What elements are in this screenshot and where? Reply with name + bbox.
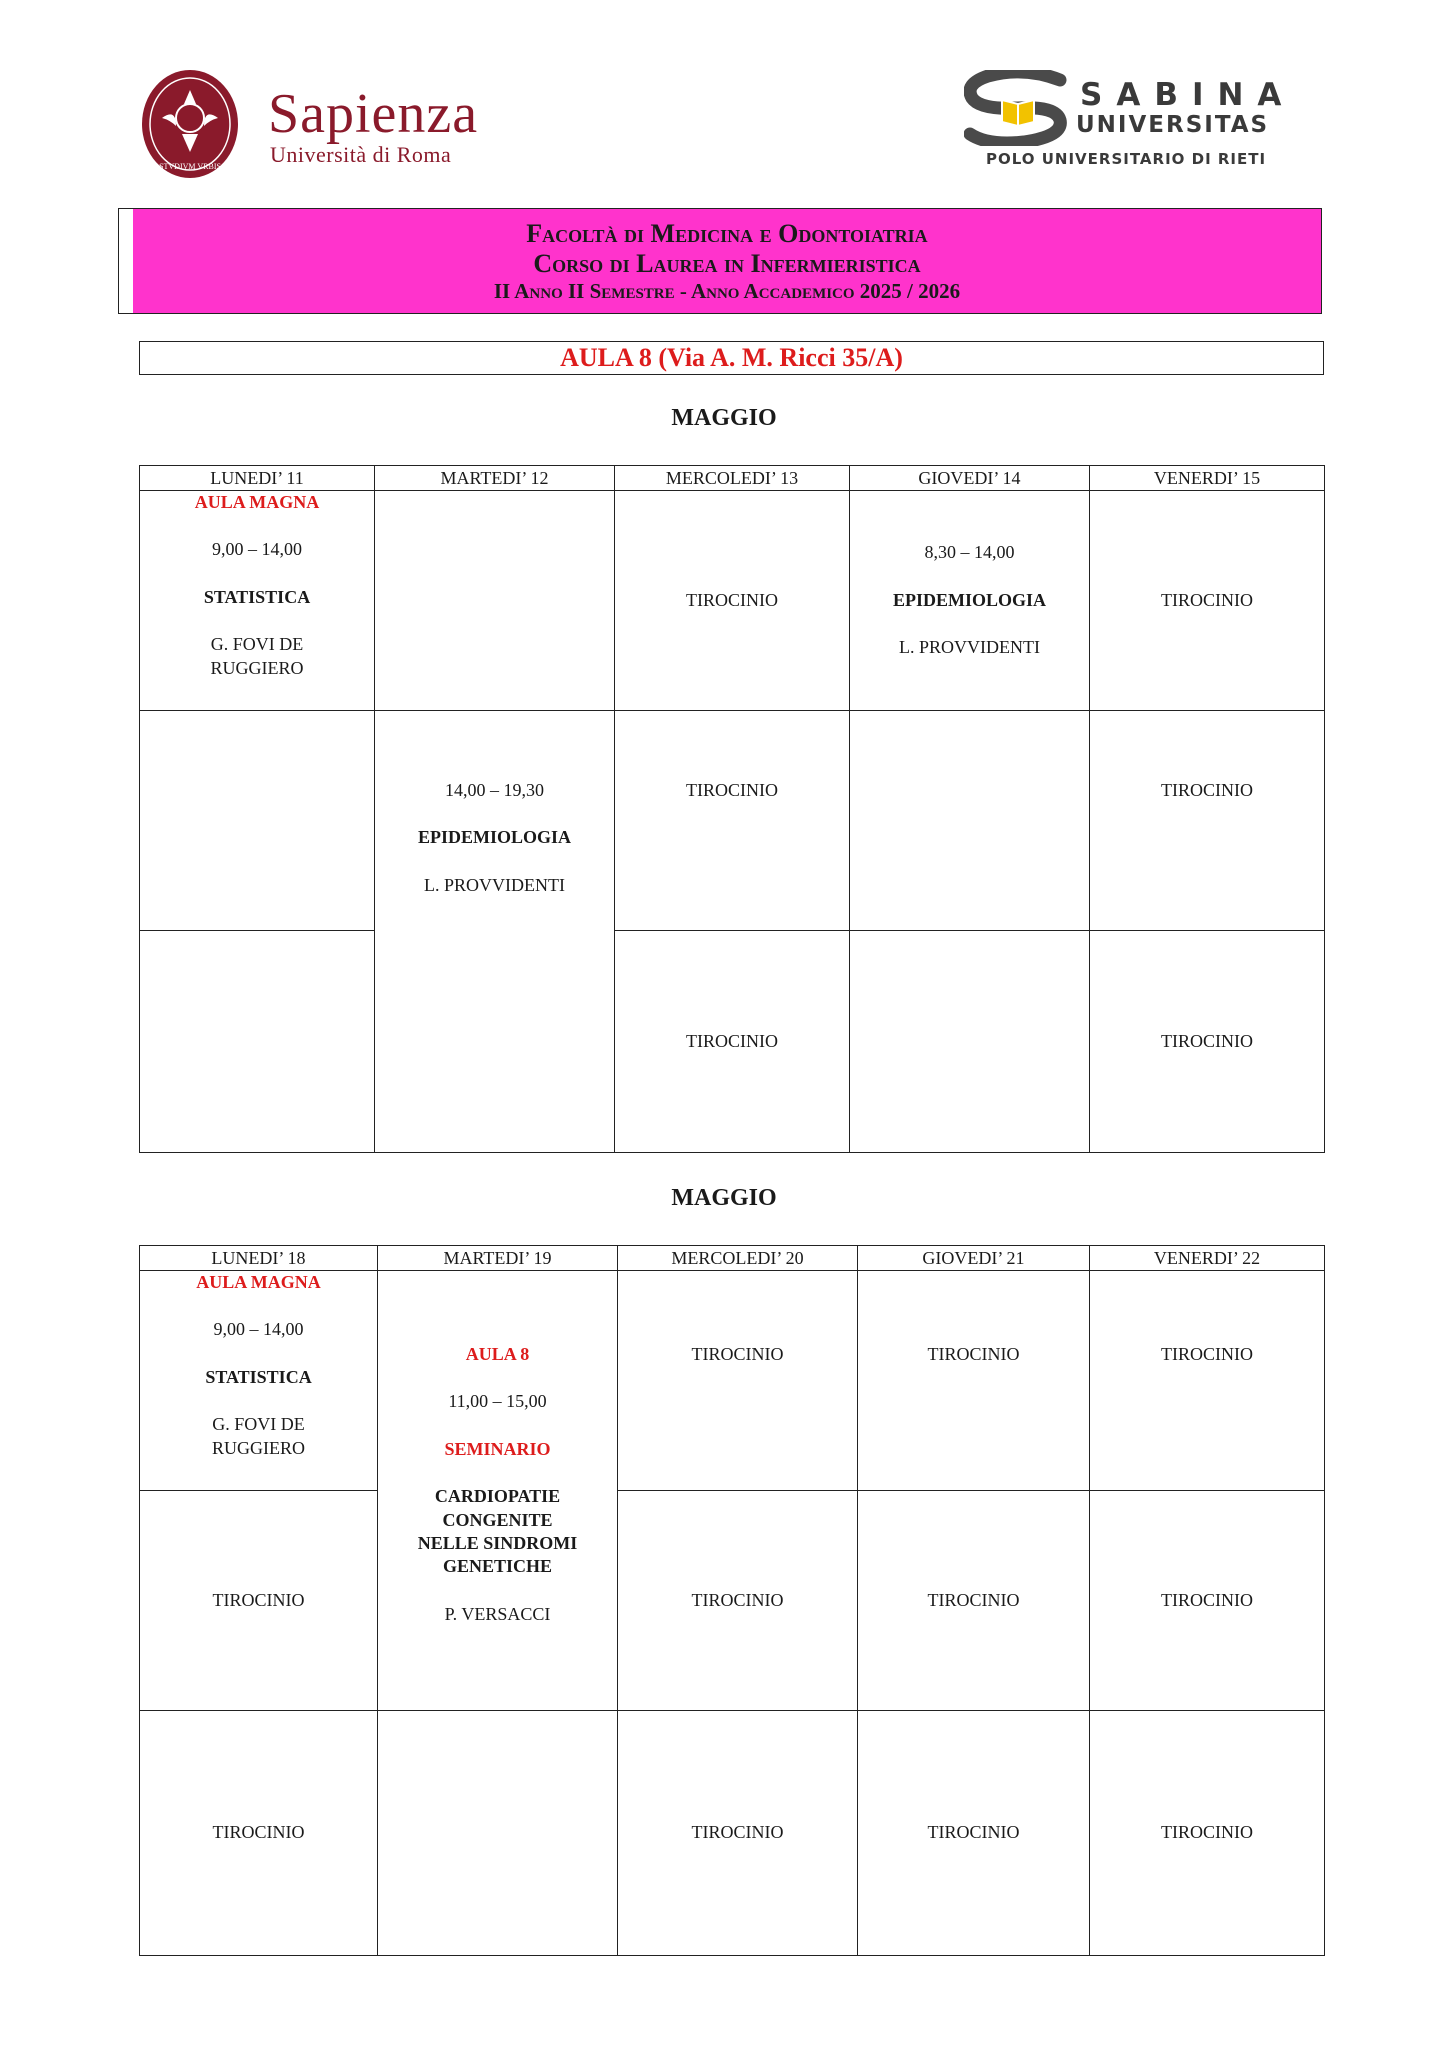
- day-header: MARTEDI’ 19: [378, 1246, 618, 1271]
- schedule-cell: [615, 491, 850, 711]
- sabina-logo: [964, 70, 1324, 180]
- teacher-name: RUGGIERO: [210, 657, 304, 678]
- teacher-name: G. FOVI DE: [212, 1414, 305, 1435]
- teacher-name: G. FOVI DE: [210, 634, 304, 655]
- activity-label: TIROCINIO: [927, 1822, 1020, 1843]
- activity-label: TIROCINIO: [212, 1589, 305, 1610]
- schedule-cell: [615, 711, 850, 931]
- sapienza-logo: [140, 68, 540, 186]
- schedule-cell: [850, 931, 1090, 1153]
- schedule-table-week2: [139, 1245, 1325, 1956]
- sabina-name: SABINA: [1080, 77, 1296, 113]
- month-heading-1: MAGGIO: [671, 405, 777, 431]
- table-row: [140, 491, 1325, 711]
- activity-label: TIROCINIO: [691, 1344, 784, 1364]
- course-name: STATISTICA: [203, 586, 311, 607]
- room-label: AULA MAGNA: [194, 492, 320, 512]
- teacher-name: P. VERSACCI: [444, 1603, 551, 1624]
- day-header: LUNEDI’ 11: [140, 466, 375, 491]
- schedule-cell: [1090, 1271, 1325, 1491]
- schedule-cell: [858, 1711, 1090, 1956]
- schedule-cell: [140, 931, 375, 1153]
- seminar-title: CARDIOPATIE: [434, 1486, 561, 1507]
- day-header: GIOVEDI’ 21: [858, 1246, 1090, 1271]
- activity-label: TIROCINIO: [691, 1822, 784, 1843]
- table-row: [140, 931, 1325, 1153]
- seminar-title: CONGENITE: [442, 1509, 553, 1530]
- activity-label: TIROCINIO: [1161, 1030, 1253, 1051]
- time-range: 9,00 – 14,00: [212, 539, 302, 560]
- schedule-cell: [618, 1271, 858, 1491]
- course-name: EPIDEMIOLOGIA: [892, 589, 1047, 610]
- schedule-cell: [850, 711, 1090, 931]
- schedule-cell: [858, 1271, 1090, 1491]
- schedule-cell: [858, 1491, 1090, 1711]
- room-label: AULA MAGNA: [196, 1272, 321, 1292]
- schedule-cell: [1090, 931, 1325, 1153]
- course-name: EPIDEMIOLOGIA: [417, 827, 572, 848]
- activity-label: TIROCINIO: [1161, 589, 1253, 610]
- schedule-cell: [618, 1491, 858, 1711]
- schedule-table-week1: [139, 465, 1325, 1153]
- day-header: VENERDI’ 15: [1090, 466, 1325, 491]
- classroom-box: [139, 341, 1324, 375]
- seminar-title: NELLE SINDROMI: [417, 1532, 578, 1553]
- year-semester: II Anno II Semestre - Anno Accademico 2025 / 2026: [493, 278, 961, 303]
- schedule-cell: [375, 711, 615, 1153]
- time-range: 14,00 – 19,30: [445, 780, 544, 800]
- schedule-cell: [615, 931, 850, 1153]
- teacher-name: L. PROVVIDENTI: [899, 637, 1040, 658]
- month-heading-2: MAGGIO: [671, 1185, 777, 1211]
- activity-label: TIROCINIO: [1161, 780, 1253, 800]
- activity-label: TIROCINIO: [1161, 1344, 1253, 1364]
- schedule-cell: [1090, 711, 1325, 931]
- faculty-title: Facoltà di Medicina e Odontoiatria: [526, 219, 928, 249]
- day-header: MERCOLEDI’ 20: [618, 1246, 858, 1271]
- schedule-cell: [618, 1711, 858, 1956]
- teacher-name: RUGGIERO: [212, 1437, 305, 1458]
- teacher-name: L. PROVVIDENTI: [424, 874, 565, 895]
- activity-label: TIROCINIO: [212, 1822, 305, 1843]
- sapienza-name: Sapienza: [268, 83, 479, 145]
- event-type: SEMINARIO: [444, 1438, 551, 1459]
- day-header: MARTEDI’ 12: [375, 466, 615, 491]
- activity-label: TIROCINIO: [686, 589, 778, 610]
- activity-label: TIROCINIO: [691, 1589, 784, 1610]
- schedule-cell: [1090, 491, 1325, 711]
- sapienza-subtitle: Università di Roma: [270, 142, 452, 167]
- day-header: LUNEDI’ 18: [140, 1246, 378, 1271]
- classroom-title: AULA 8 (Via A. M. Ricci 35/A): [560, 343, 903, 372]
- table-row: [140, 1491, 1325, 1711]
- header-row: [140, 466, 1325, 491]
- activity-label: TIROCINIO: [686, 780, 778, 800]
- sabina-universitas: UNIVERSITAS: [1076, 112, 1270, 138]
- schedule-cell: [850, 491, 1090, 711]
- schedule-cell: [1090, 1711, 1325, 1956]
- activity-label: TIROCINIO: [1161, 1822, 1253, 1843]
- seminar-title: GENETICHE: [442, 1556, 553, 1577]
- seal-text: STVDIVM VRBIS: [159, 162, 221, 171]
- room-label: AULA 8: [465, 1344, 530, 1364]
- activity-label: TIROCINIO: [927, 1344, 1020, 1364]
- activity-label: TIROCINIO: [686, 1030, 778, 1051]
- schedule-cell: [375, 491, 615, 711]
- schedule-cell: [140, 1271, 378, 1491]
- schedule-cell: [140, 1491, 378, 1711]
- schedule-cell: [140, 711, 375, 931]
- sabina-polo: POLO UNIVERSITARIO DI RIETI: [986, 150, 1267, 168]
- faculty-header: [118, 208, 1322, 314]
- schedule-cell: [140, 491, 375, 711]
- schedule-cell: [378, 1271, 618, 1711]
- schedule-cell: [1090, 1491, 1325, 1711]
- day-header: MERCOLEDI’ 13: [615, 466, 850, 491]
- day-header: GIOVEDI’ 14: [850, 466, 1090, 491]
- table-row: [140, 1271, 1325, 1491]
- table-row: [140, 711, 1325, 931]
- time-range: 11,00 – 15,00: [448, 1391, 547, 1412]
- table-row: [140, 1711, 1325, 1956]
- activity-label: TIROCINIO: [1161, 1589, 1253, 1610]
- schedule-cell: [378, 1711, 618, 1956]
- time-range: 9,00 – 14,00: [213, 1319, 304, 1340]
- course-name: STATISTICA: [205, 1366, 312, 1387]
- day-header: VENERDI’ 22: [1090, 1246, 1325, 1271]
- header-band: [133, 209, 1321, 313]
- course-title: Corso di Laurea in Infermieristica: [533, 248, 921, 278]
- header-row: [140, 1246, 1325, 1271]
- schedule-cell: [140, 1711, 378, 1956]
- sapienza-seal-icon: [140, 68, 240, 180]
- time-range: 8,30 – 14,00: [924, 542, 1015, 563]
- activity-label: TIROCINIO: [927, 1589, 1020, 1610]
- sabina-s-icon: [964, 70, 1074, 146]
